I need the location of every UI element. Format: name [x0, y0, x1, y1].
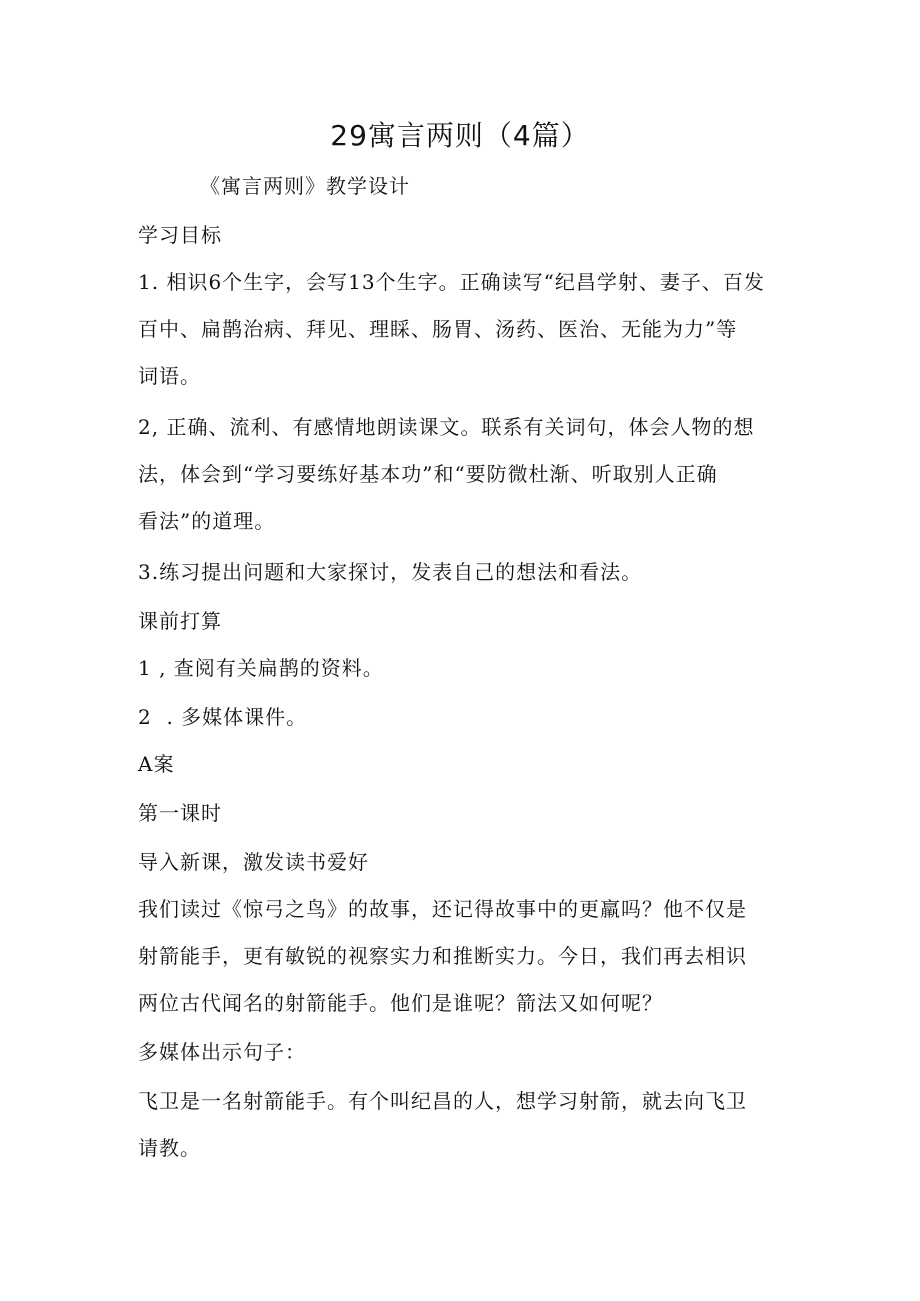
intro-line-2: 射箭能手，更有敏锐的视察实力和推断实力。今日，我们再去相识 [138, 944, 747, 968]
prep-item-2: 2 . 多媒体课件。 [138, 705, 308, 729]
section-heading-prep: 课前打算 [138, 609, 222, 633]
goal-2-line-2: 法，体会到“学习要练好基本功”和“要防微杜渐、听取别人正确 [138, 462, 718, 486]
prep-item-1: 1 , 查阅有关扁鹊的资料。 [138, 656, 384, 680]
goal-2-line-1: 2, 正确、流利、有感情地朗读课文。联系有关词句，体会人物的想 [138, 415, 755, 439]
sentence-line-1: 飞卫是一名射箭能手。有个叫纪昌的人，想学习射箭，就去向飞卫 [138, 1089, 747, 1113]
intro-line-1: 我们读过《惊弓之鸟》的故事，还记得故事中的更羸吗？他不仅是 [138, 897, 747, 921]
intro-heading: 导入新课，激发读书爱好 [138, 850, 369, 874]
goal-3: 3.练习提出问题和大家探讨，发表自己的想法和看法。 [138, 560, 643, 584]
intro-line-3: 两位古代闻名的射箭能手。他们是谁呢？箭法又如何呢？ [138, 991, 663, 1015]
goal-1-line-3: 词语。 [138, 364, 201, 388]
goal-2-line-3: 看法”的道理。 [138, 509, 276, 533]
media-heading: 多媒体出示句子： [138, 1040, 306, 1064]
sentence-line-2: 请教。 [138, 1136, 201, 1160]
page-title: 29寓言两则（4篇） [330, 119, 590, 152]
document-subtitle: 《寓言两则》教学设计 [200, 174, 410, 198]
section-heading-goals: 学习目标 [138, 223, 222, 247]
plan-label: A案 [138, 752, 175, 776]
goal-1-line-2: 百中、扁鹊治病、拜见、理睬、肠胃、汤药、医治、无能为力”等 [138, 317, 738, 341]
lesson-heading: 第一课时 [138, 801, 222, 825]
goal-1-line-1: 1. 相识6个生字，会写13个生字。正确读写“纪昌学射、妻子、百发 [138, 270, 765, 294]
